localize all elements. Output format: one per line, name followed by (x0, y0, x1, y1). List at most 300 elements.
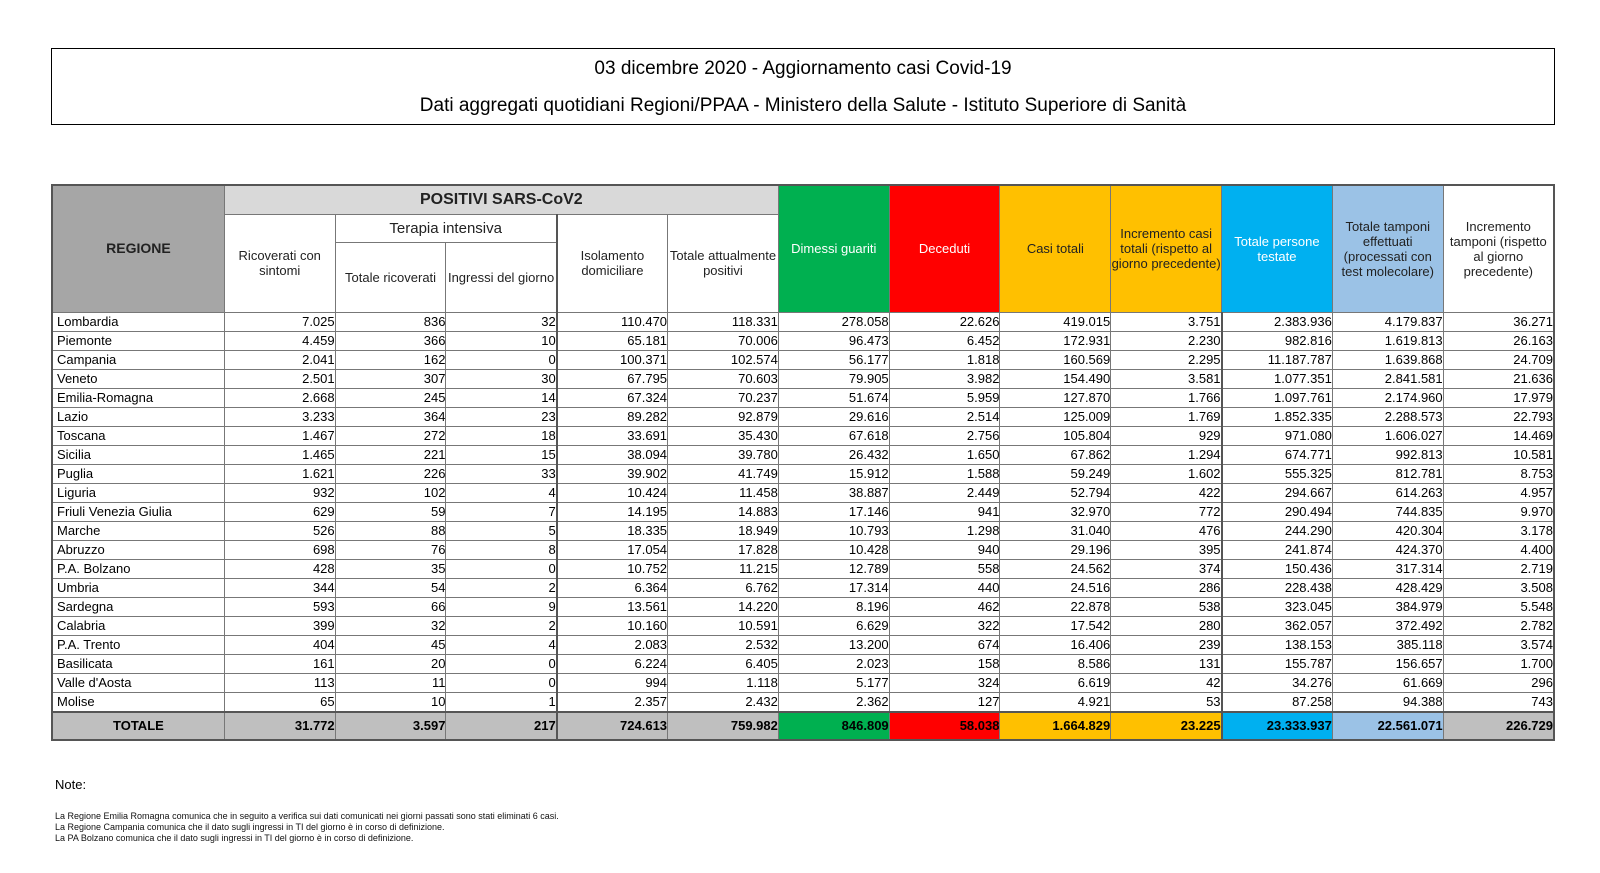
totale-positivi-cell: 6.762 (668, 578, 779, 597)
totale-positivi-cell: 70.237 (668, 388, 779, 407)
totale-positivi-cell: 92.879 (668, 407, 779, 426)
column-header-isolamento: Isolamento domiciliare (557, 214, 668, 312)
ricoverati-cell: 428 (224, 559, 335, 578)
persone-testate-cell: 11.187.787 (1222, 350, 1333, 369)
isolamento-cell: 110.470 (557, 312, 668, 331)
totale-ricoverati-cell: 76 (335, 540, 446, 559)
incremento-tamponi-cell: 2.719 (1443, 559, 1554, 578)
deceduti-cell: 1.818 (889, 350, 1000, 369)
covid-data-table (51, 184, 1555, 741)
totale-positivi-cell: 11.458 (668, 483, 779, 502)
deceduti-cell: 462 (889, 597, 1000, 616)
ricoverati-cell: 344 (224, 578, 335, 597)
dimessi-cell: 79.905 (778, 369, 889, 388)
region-name: Umbria (52, 578, 224, 597)
total-deceduti-cell: 58.038 (889, 712, 1000, 740)
incremento-casi-cell: 3.751 (1111, 312, 1222, 331)
totale-positivi-cell: 11.215 (668, 559, 779, 578)
isolamento-cell: 38.094 (557, 445, 668, 464)
incremento-casi-cell: 286 (1111, 578, 1222, 597)
column-header-totale-ricoverati: Totale ricoverati (335, 242, 446, 312)
ingressi-cell: 2 (446, 578, 557, 597)
tamponi-cell: 1.639.868 (1332, 350, 1443, 369)
dimessi-cell: 6.629 (778, 616, 889, 635)
ingressi-cell: 30 (446, 369, 557, 388)
persone-testate-cell: 971.080 (1222, 426, 1333, 445)
column-header-incremento-tamponi: Incremento tamponi (rispetto al giorno precedente) (1443, 185, 1554, 312)
ricoverati-cell: 932 (224, 483, 335, 502)
table-row (52, 445, 1554, 464)
table-row (52, 521, 1554, 540)
deceduti-cell: 127 (889, 692, 1000, 712)
dimessi-cell: 26.432 (778, 445, 889, 464)
dimessi-cell: 10.793 (778, 521, 889, 540)
column-header-ricoverati: Ricoverati con sintomi (224, 214, 335, 312)
totale-positivi-cell: 14.220 (668, 597, 779, 616)
isolamento-cell: 39.902 (557, 464, 668, 483)
tamponi-cell: 156.657 (1332, 654, 1443, 673)
total-incremento-casi-cell: 23.225 (1111, 712, 1222, 740)
deceduti-cell: 941 (889, 502, 1000, 521)
incremento-tamponi-cell: 5.548 (1443, 597, 1554, 616)
incremento-tamponi-cell: 2.782 (1443, 616, 1554, 635)
incremento-casi-cell: 929 (1111, 426, 1222, 445)
report-title: 03 dicembre 2020 - Aggiornamento casi Covid-19 (594, 58, 1012, 79)
dimessi-cell: 51.674 (778, 388, 889, 407)
persone-testate-cell: 228.438 (1222, 578, 1333, 597)
incremento-casi-cell: 374 (1111, 559, 1222, 578)
tamponi-cell: 4.179.837 (1332, 312, 1443, 331)
ingressi-cell: 10 (446, 331, 557, 350)
total-casi-totali-cell: 1.664.829 (1000, 712, 1111, 740)
ingressi-cell: 2 (446, 616, 557, 635)
dimessi-cell: 8.196 (778, 597, 889, 616)
persone-testate-cell: 155.787 (1222, 654, 1333, 673)
ingressi-cell: 14 (446, 388, 557, 407)
ingressi-cell: 15 (446, 445, 557, 464)
incremento-tamponi-cell: 24.709 (1443, 350, 1554, 369)
total-incremento-tamponi-cell: 226.729 (1443, 712, 1554, 740)
region-name: Toscana (52, 426, 224, 445)
casi-totali-cell: 22.878 (1000, 597, 1111, 616)
column-header-regione: REGIONE (52, 185, 224, 312)
column-header-dimessi: Dimessi guariti (778, 185, 889, 312)
totale-ricoverati-cell: 10 (335, 692, 446, 712)
region-name: Sicilia (52, 445, 224, 464)
table-row (52, 635, 1554, 654)
casi-totali-cell: 127.870 (1000, 388, 1111, 407)
incremento-casi-cell: 280 (1111, 616, 1222, 635)
dimessi-cell: 17.146 (778, 502, 889, 521)
total-totale-ricoverati-cell: 3.597 (335, 712, 446, 740)
note-line: La PA Bolzano comunica che il dato sugli ingressi in TI del giorno è in corso di definizione. (55, 833, 414, 843)
region-name: P.A. Trento (52, 635, 224, 654)
persone-testate-cell: 241.874 (1222, 540, 1333, 559)
dimessi-cell: 56.177 (778, 350, 889, 369)
totale-ricoverati-cell: 272 (335, 426, 446, 445)
casi-totali-cell: 24.562 (1000, 559, 1111, 578)
totale-positivi-cell: 2.432 (668, 692, 779, 712)
totale-ricoverati-cell: 66 (335, 597, 446, 616)
ricoverati-cell: 1.621 (224, 464, 335, 483)
persone-testate-cell: 138.153 (1222, 635, 1333, 654)
incremento-tamponi-cell: 8.753 (1443, 464, 1554, 483)
deceduti-cell: 1.650 (889, 445, 1000, 464)
totals-row (52, 712, 1554, 740)
deceduti-cell: 558 (889, 559, 1000, 578)
table-row (52, 388, 1554, 407)
isolamento-cell: 100.371 (557, 350, 668, 369)
column-header-incremento-casi: Incremento casi totali (rispetto al giorno precedente) (1111, 185, 1222, 312)
isolamento-cell: 67.795 (557, 369, 668, 388)
ingressi-cell: 4 (446, 635, 557, 654)
isolamento-cell: 6.224 (557, 654, 668, 673)
total-persone-testate-cell: 23.333.937 (1222, 712, 1333, 740)
table-row (52, 312, 1554, 331)
tamponi-cell: 94.388 (1332, 692, 1443, 712)
persone-testate-cell: 1.852.335 (1222, 407, 1333, 426)
persone-testate-cell: 323.045 (1222, 597, 1333, 616)
deceduti-cell: 322 (889, 616, 1000, 635)
incremento-tamponi-cell: 36.271 (1443, 312, 1554, 331)
tamponi-cell: 614.263 (1332, 483, 1443, 502)
dimessi-cell: 12.789 (778, 559, 889, 578)
totals-label: TOTALE (52, 712, 224, 740)
dimessi-cell: 10.428 (778, 540, 889, 559)
ricoverati-cell: 2.668 (224, 388, 335, 407)
ricoverati-cell: 526 (224, 521, 335, 540)
persone-testate-cell: 34.276 (1222, 673, 1333, 692)
table-row (52, 331, 1554, 350)
region-name: Marche (52, 521, 224, 540)
deceduti-cell: 1.588 (889, 464, 1000, 483)
casi-totali-cell: 6.619 (1000, 673, 1111, 692)
isolamento-cell: 18.335 (557, 521, 668, 540)
dimessi-cell: 278.058 (778, 312, 889, 331)
isolamento-cell: 2.083 (557, 635, 668, 654)
ricoverati-cell: 1.465 (224, 445, 335, 464)
incremento-tamponi-cell: 3.508 (1443, 578, 1554, 597)
isolamento-cell: 67.324 (557, 388, 668, 407)
region-name: Lazio (52, 407, 224, 426)
persone-testate-cell: 362.057 (1222, 616, 1333, 635)
incremento-tamponi-cell: 17.979 (1443, 388, 1554, 407)
ricoverati-cell: 698 (224, 540, 335, 559)
totale-positivi-cell: 41.749 (668, 464, 779, 483)
persone-testate-cell: 555.325 (1222, 464, 1333, 483)
region-name: Piemonte (52, 331, 224, 350)
incremento-casi-cell: 395 (1111, 540, 1222, 559)
region-name: Valle d'Aosta (52, 673, 224, 692)
casi-totali-cell: 24.516 (1000, 578, 1111, 597)
dimessi-cell: 2.023 (778, 654, 889, 673)
casi-totali-cell: 67.862 (1000, 445, 1111, 464)
incremento-casi-cell: 3.581 (1111, 369, 1222, 388)
isolamento-cell: 65.181 (557, 331, 668, 350)
tamponi-cell: 2.841.581 (1332, 369, 1443, 388)
ricoverati-cell: 1.467 (224, 426, 335, 445)
casi-totali-cell: 17.542 (1000, 616, 1111, 635)
region-name: Liguria (52, 483, 224, 502)
incremento-casi-cell: 1.769 (1111, 407, 1222, 426)
tamponi-cell: 420.304 (1332, 521, 1443, 540)
incremento-tamponi-cell: 14.469 (1443, 426, 1554, 445)
ricoverati-cell: 7.025 (224, 312, 335, 331)
incremento-tamponi-cell: 22.793 (1443, 407, 1554, 426)
dimessi-cell: 15.912 (778, 464, 889, 483)
isolamento-cell: 10.752 (557, 559, 668, 578)
dimessi-cell: 38.887 (778, 483, 889, 502)
table-row (52, 597, 1554, 616)
tamponi-cell: 424.370 (1332, 540, 1443, 559)
ricoverati-cell: 2.501 (224, 369, 335, 388)
persone-testate-cell: 294.667 (1222, 483, 1333, 502)
note-line: La Regione Campania comunica che il dato sugli ingressi in TI del giorno è in corso di definizione. (55, 822, 445, 832)
deceduti-cell: 5.959 (889, 388, 1000, 407)
casi-totali-cell: 59.249 (1000, 464, 1111, 483)
column-header-casi-totali: Casi totali (1000, 185, 1111, 312)
incremento-tamponi-cell: 10.581 (1443, 445, 1554, 464)
table-row (52, 692, 1554, 712)
casi-totali-cell: 31.040 (1000, 521, 1111, 540)
isolamento-cell: 13.561 (557, 597, 668, 616)
table-row (52, 407, 1554, 426)
total-tamponi-cell: 22.561.071 (1332, 712, 1443, 740)
table-row (52, 654, 1554, 673)
totale-positivi-cell: 70.603 (668, 369, 779, 388)
deceduti-cell: 324 (889, 673, 1000, 692)
ricoverati-cell: 593 (224, 597, 335, 616)
dimessi-cell: 96.473 (778, 331, 889, 350)
casi-totali-cell: 29.196 (1000, 540, 1111, 559)
region-name: Calabria (52, 616, 224, 635)
totale-positivi-cell: 39.780 (668, 445, 779, 464)
dimessi-cell: 5.177 (778, 673, 889, 692)
region-name: Campania (52, 350, 224, 369)
incremento-casi-cell: 239 (1111, 635, 1222, 654)
ricoverati-cell: 4.459 (224, 331, 335, 350)
incremento-casi-cell: 538 (1111, 597, 1222, 616)
totale-positivi-cell: 14.883 (668, 502, 779, 521)
column-header-terapia-intensiva: Terapia intensiva (335, 214, 557, 242)
totale-ricoverati-cell: 20 (335, 654, 446, 673)
deceduti-cell: 158 (889, 654, 1000, 673)
totale-positivi-cell: 10.591 (668, 616, 779, 635)
persone-testate-cell: 1.097.761 (1222, 388, 1333, 407)
deceduti-cell: 940 (889, 540, 1000, 559)
region-name: Friuli Venezia Giulia (52, 502, 224, 521)
dimessi-cell: 17.314 (778, 578, 889, 597)
table-body (52, 312, 1554, 740)
table-row (52, 673, 1554, 692)
tamponi-cell: 61.669 (1332, 673, 1443, 692)
region-name: Abruzzo (52, 540, 224, 559)
casi-totali-cell: 4.921 (1000, 692, 1111, 712)
incremento-tamponi-cell: 743 (1443, 692, 1554, 712)
deceduti-cell: 2.756 (889, 426, 1000, 445)
dimessi-cell: 2.362 (778, 692, 889, 712)
totale-ricoverati-cell: 54 (335, 578, 446, 597)
table-row (52, 369, 1554, 388)
casi-totali-cell: 8.586 (1000, 654, 1111, 673)
ingressi-cell: 9 (446, 597, 557, 616)
ricoverati-cell: 2.041 (224, 350, 335, 369)
ricoverati-cell: 399 (224, 616, 335, 635)
ingressi-cell: 0 (446, 654, 557, 673)
ingressi-cell: 32 (446, 312, 557, 331)
deceduti-cell: 2.514 (889, 407, 1000, 426)
persone-testate-cell: 1.077.351 (1222, 369, 1333, 388)
persone-testate-cell: 244.290 (1222, 521, 1333, 540)
report-header (51, 48, 1555, 125)
dimessi-cell: 13.200 (778, 635, 889, 654)
totale-ricoverati-cell: 245 (335, 388, 446, 407)
tamponi-cell: 992.813 (1332, 445, 1443, 464)
ingressi-cell: 0 (446, 559, 557, 578)
total-ingressi-cell: 217 (446, 712, 557, 740)
region-name: Basilicata (52, 654, 224, 673)
total-totale-positivi-cell: 759.982 (668, 712, 779, 740)
casi-totali-cell: 160.569 (1000, 350, 1111, 369)
table-row (52, 502, 1554, 521)
totale-ricoverati-cell: 162 (335, 350, 446, 369)
tamponi-cell: 2.174.960 (1332, 388, 1443, 407)
isolamento-cell: 14.195 (557, 502, 668, 521)
tamponi-cell: 1.619.813 (1332, 331, 1443, 350)
ingressi-cell: 7 (446, 502, 557, 521)
totale-ricoverati-cell: 88 (335, 521, 446, 540)
incremento-tamponi-cell: 3.574 (1443, 635, 1554, 654)
incremento-tamponi-cell: 296 (1443, 673, 1554, 692)
column-header-tamponi: Totale tamponi effettuati (processati con test molecolare) (1332, 185, 1443, 312)
casi-totali-cell: 154.490 (1000, 369, 1111, 388)
ingressi-cell: 5 (446, 521, 557, 540)
ingressi-cell: 23 (446, 407, 557, 426)
persone-testate-cell: 150.436 (1222, 559, 1333, 578)
totale-ricoverati-cell: 226 (335, 464, 446, 483)
persone-testate-cell: 290.494 (1222, 502, 1333, 521)
table-row (52, 616, 1554, 635)
totale-ricoverati-cell: 364 (335, 407, 446, 426)
region-name: Puglia (52, 464, 224, 483)
totale-positivi-cell: 1.118 (668, 673, 779, 692)
totale-positivi-cell: 35.430 (668, 426, 779, 445)
totale-ricoverati-cell: 59 (335, 502, 446, 521)
incremento-tamponi-cell: 26.163 (1443, 331, 1554, 350)
totale-positivi-cell: 70.006 (668, 331, 779, 350)
ricoverati-cell: 161 (224, 654, 335, 673)
tamponi-cell: 744.835 (1332, 502, 1443, 521)
totale-ricoverati-cell: 102 (335, 483, 446, 502)
totale-ricoverati-cell: 35 (335, 559, 446, 578)
ricoverati-cell: 3.233 (224, 407, 335, 426)
notes-list (55, 811, 559, 844)
notes-title: Note: (55, 777, 87, 792)
deceduti-cell: 6.452 (889, 331, 1000, 350)
ingressi-cell: 18 (446, 426, 557, 445)
tamponi-cell: 1.606.027 (1332, 426, 1443, 445)
isolamento-cell: 994 (557, 673, 668, 692)
region-name: Lombardia (52, 312, 224, 331)
deceduti-cell: 22.626 (889, 312, 1000, 331)
incremento-casi-cell: 131 (1111, 654, 1222, 673)
ricoverati-cell: 65 (224, 692, 335, 712)
incremento-casi-cell: 772 (1111, 502, 1222, 521)
column-header-positivi: POSITIVI SARS-CoV2 (224, 185, 778, 214)
totale-positivi-cell: 6.405 (668, 654, 779, 673)
totale-positivi-cell: 2.532 (668, 635, 779, 654)
incremento-casi-cell: 422 (1111, 483, 1222, 502)
isolamento-cell: 89.282 (557, 407, 668, 426)
incremento-tamponi-cell: 4.957 (1443, 483, 1554, 502)
incremento-casi-cell: 42 (1111, 673, 1222, 692)
table-row (52, 426, 1554, 445)
table-row (52, 540, 1554, 559)
isolamento-cell: 10.160 (557, 616, 668, 635)
incremento-tamponi-cell: 3.178 (1443, 521, 1554, 540)
isolamento-cell: 6.364 (557, 578, 668, 597)
deceduti-cell: 2.449 (889, 483, 1000, 502)
ingressi-cell: 33 (446, 464, 557, 483)
table-row (52, 464, 1554, 483)
casi-totali-cell: 172.931 (1000, 331, 1111, 350)
persone-testate-cell: 87.258 (1222, 692, 1333, 712)
ingressi-cell: 8 (446, 540, 557, 559)
incremento-casi-cell: 2.295 (1111, 350, 1222, 369)
totale-ricoverati-cell: 366 (335, 331, 446, 350)
totale-ricoverati-cell: 836 (335, 312, 446, 331)
persone-testate-cell: 982.816 (1222, 331, 1333, 350)
tamponi-cell: 317.314 (1332, 559, 1443, 578)
tamponi-cell: 2.288.573 (1332, 407, 1443, 426)
region-name: Veneto (52, 369, 224, 388)
column-header-ingressi: Ingressi del giorno (446, 242, 557, 312)
persone-testate-cell: 674.771 (1222, 445, 1333, 464)
tamponi-cell: 812.781 (1332, 464, 1443, 483)
total-isolamento-cell: 724.613 (557, 712, 668, 740)
incremento-casi-cell: 1.602 (1111, 464, 1222, 483)
incremento-casi-cell: 53 (1111, 692, 1222, 712)
totale-positivi-cell: 18.949 (668, 521, 779, 540)
incremento-casi-cell: 1.294 (1111, 445, 1222, 464)
region-name: P.A. Bolzano (52, 559, 224, 578)
region-name: Emilia-Romagna (52, 388, 224, 407)
incremento-tamponi-cell: 4.400 (1443, 540, 1554, 559)
totale-ricoverati-cell: 11 (335, 673, 446, 692)
ingressi-cell: 0 (446, 350, 557, 369)
ricoverati-cell: 113 (224, 673, 335, 692)
tamponi-cell: 372.492 (1332, 616, 1443, 635)
table-row (52, 350, 1554, 369)
casi-totali-cell: 419.015 (1000, 312, 1111, 331)
incremento-casi-cell: 2.230 (1111, 331, 1222, 350)
totale-ricoverati-cell: 45 (335, 635, 446, 654)
isolamento-cell: 10.424 (557, 483, 668, 502)
total-dimessi-cell: 846.809 (778, 712, 889, 740)
tamponi-cell: 384.979 (1332, 597, 1443, 616)
column-header-deceduti: Deceduti (889, 185, 1000, 312)
ingressi-cell: 4 (446, 483, 557, 502)
dimessi-cell: 67.618 (778, 426, 889, 445)
totale-ricoverati-cell: 221 (335, 445, 446, 464)
tamponi-cell: 428.429 (1332, 578, 1443, 597)
region-name: Molise (52, 692, 224, 712)
deceduti-cell: 440 (889, 578, 1000, 597)
casi-totali-cell: 32.970 (1000, 502, 1111, 521)
persone-testate-cell: 2.383.936 (1222, 312, 1333, 331)
table-row (52, 559, 1554, 578)
ingressi-cell: 1 (446, 692, 557, 712)
